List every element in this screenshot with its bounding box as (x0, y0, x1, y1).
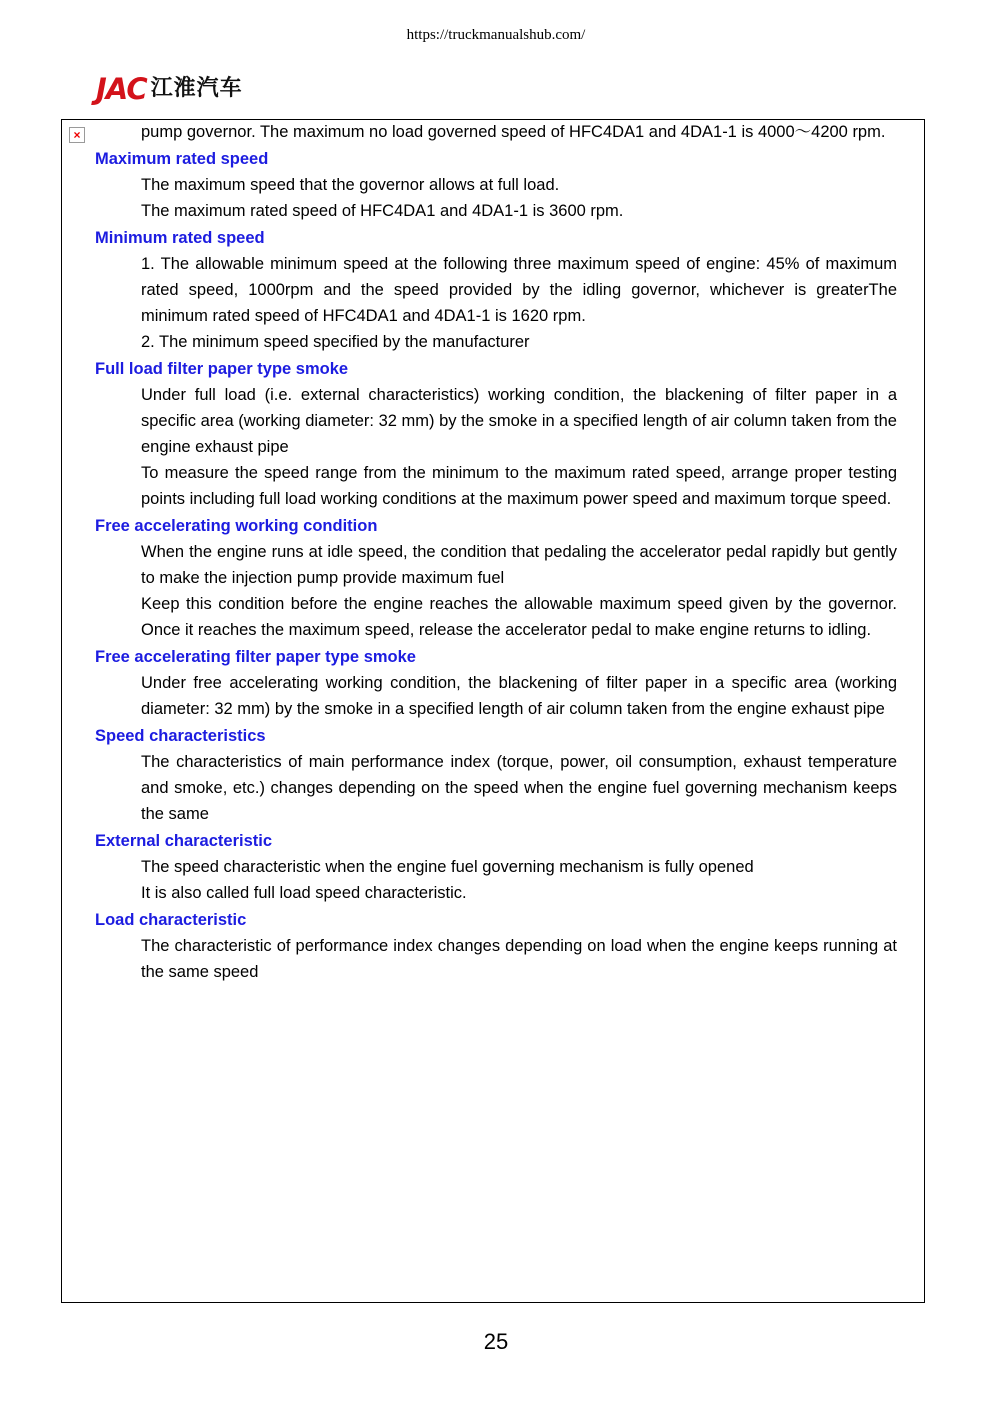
paragraph: To measure the speed range from the minimum to the maximum rated speed, arrange proper testing points including full load working conditions at the maximum power speed and maximum torque speed. (141, 464, 897, 508)
section-heading: Minimum rated speed (95, 229, 265, 247)
paragraph: Under full load (i.e. external characteristics) working condition, the blackening of filter paper in a specific area (working diameter: 32 mm) by the smoke in a specified length of air column taken from the engine exhaust pipe (141, 386, 897, 456)
section-heading: Full load filter paper type smoke (95, 360, 349, 378)
paragraph: It is also called full load speed characteristic. (141, 884, 467, 902)
paragraph: The maximum speed that the governor allows at full load. (141, 176, 560, 194)
paragraph: Under free accelerating working condition, the blackening of filter paper in a specific area (working diameter: 32 mm) by the smoke in a specified length of air column taken from the engine exhaust pipe (141, 674, 897, 718)
paragraph: When the engine runs at idle speed, the condition that pedaling the accelerator pedal rapidly but gently to make the injection pump provide maximum fuel (141, 543, 897, 587)
broken-image-glyph: × (73, 128, 81, 142)
paragraph: The characteristic of performance index changes depending on load when the engine keeps running at the same speed (141, 937, 897, 981)
source-url[interactable]: https://truckmanualshub.com/ (406, 27, 586, 43)
paragraph: 1. The allowable minimum speed at the following three maximum speed of engine: 45% of maximum rated speed, 1000rpm and the speed provided by the idling governor, whichever is greaterThe minimum rated speed of HFC4DA1 and 4DA1-1 is 1620 rpm. (141, 255, 897, 325)
paragraph: Keep this condition before the engine reaches the allowable maximum speed given by the governor. Once it reaches the maximum speed, release the accelerator pedal to make engine returns to idling. (141, 595, 897, 639)
section (95, 723, 897, 827)
logo-chinese-text: 江淮汽车 (150, 76, 243, 101)
paragraph: The speed characteristic when the engine fuel governing mechanism is fully opened (141, 858, 754, 876)
jac-logo (96, 74, 243, 104)
section (95, 644, 897, 722)
logo-latin-text: JAC (96, 72, 147, 106)
intro-block (95, 119, 897, 145)
broken-image-icon (69, 127, 85, 143)
section (95, 146, 897, 224)
section-heading: Free accelerating filter paper type smoke (95, 648, 416, 666)
document-body (95, 119, 897, 985)
paragraph: The characteristics of main performance index (torque, power, oil consumption, exhaust temperature and smoke, etc.) changes depending on the speed when the engine fuel governing mechanism keeps the same (141, 753, 897, 823)
section-heading: External characteristic (95, 832, 273, 850)
section-heading: Load characteristic (95, 911, 247, 929)
page-number: 25 (483, 1329, 509, 1354)
section (95, 513, 897, 643)
section (95, 907, 897, 985)
section (95, 225, 897, 355)
section-heading: Maximum rated speed (95, 150, 269, 168)
sections-container (95, 146, 897, 985)
section-heading: Speed characteristics (95, 727, 266, 745)
paragraph: The maximum rated speed of HFC4DA1 and 4DA1-1 is 3600 rpm. (141, 202, 624, 220)
section (95, 356, 897, 512)
section (95, 828, 897, 906)
paragraph: 2. The minimum speed specified by the manufacturer (141, 333, 530, 351)
section-heading: Free accelerating working condition (95, 517, 378, 535)
paragraph: pump governor. The maximum no load governed speed of HFC4DA1 and 4DA1-1 is 4000～4200 rpm. (141, 123, 886, 141)
